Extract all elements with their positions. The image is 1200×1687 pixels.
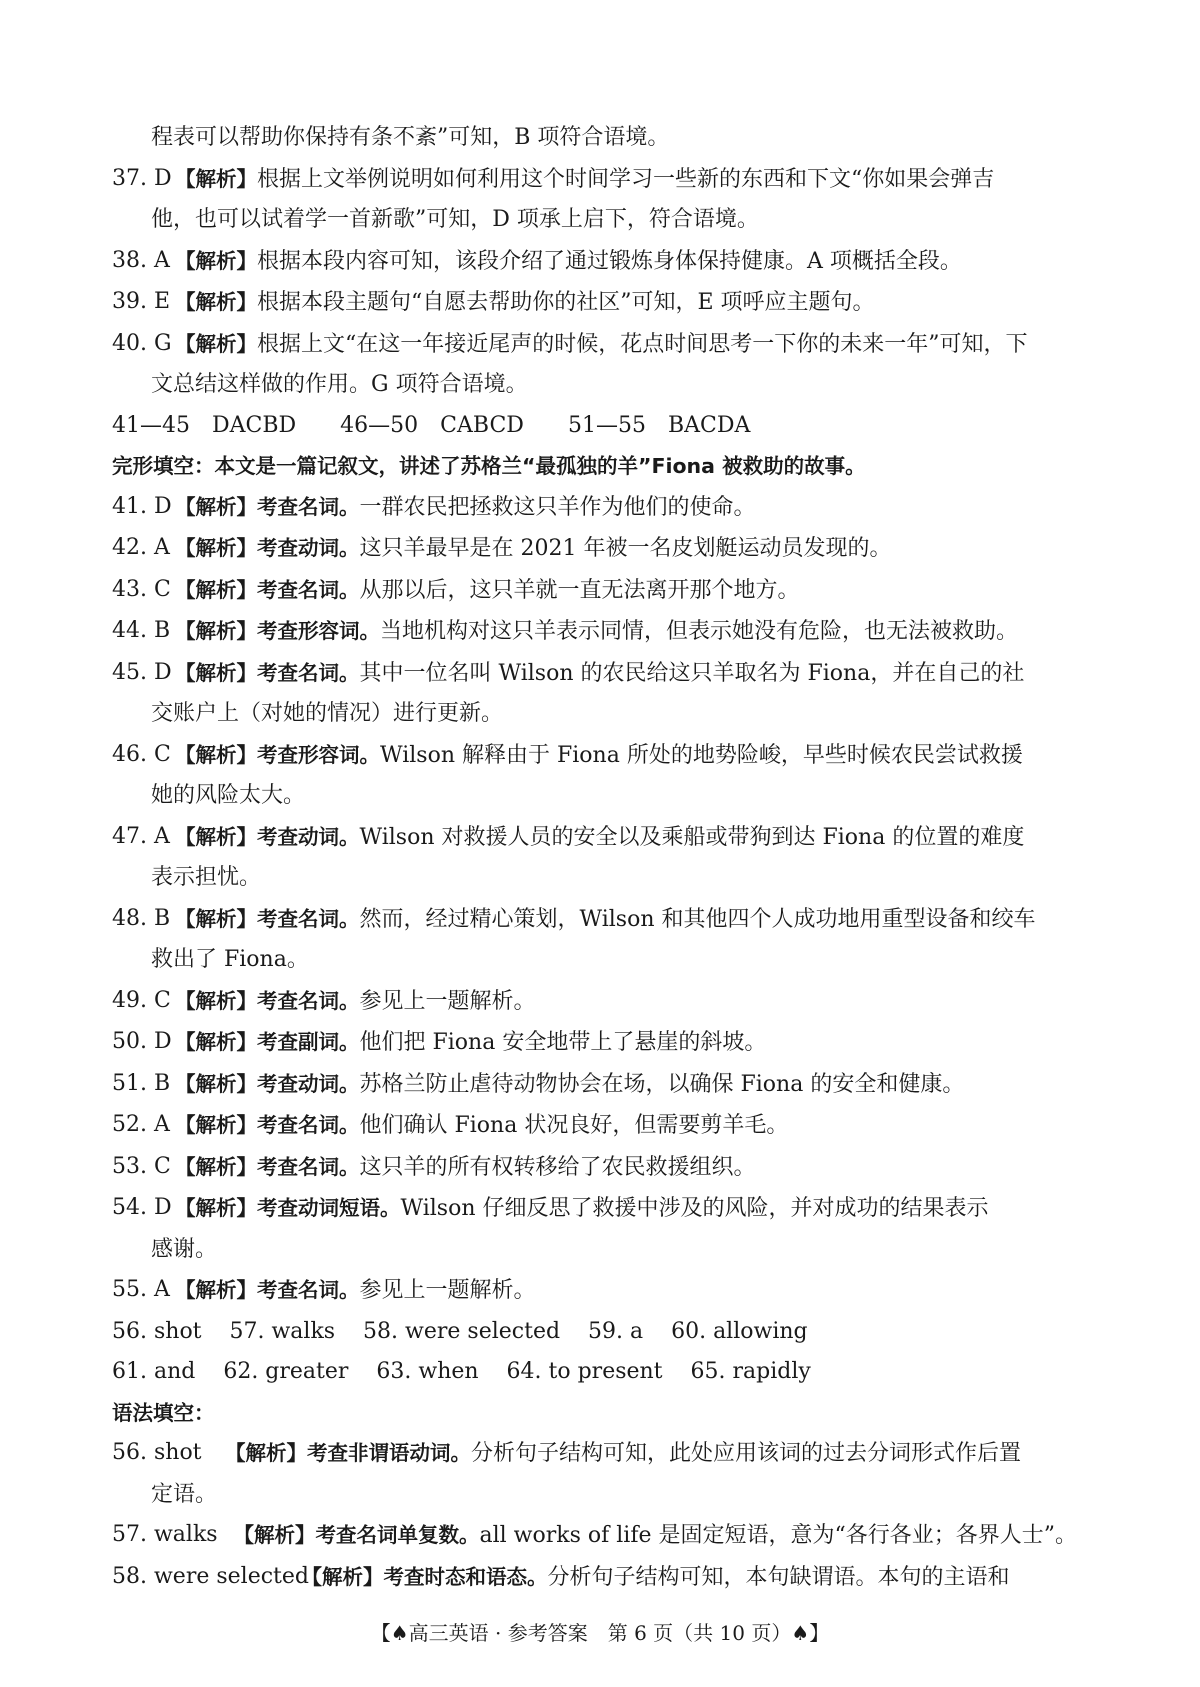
answer-item (112, 1270, 1097, 1312)
item-number: 55. A (112, 1277, 170, 1302)
analysis-tag: 【解析】 (175, 290, 257, 314)
continuation-line: 文总结这样做的作用。G 项符合语境。 (151, 372, 528, 397)
analysis-text: 从那以后，这只羊就一直无法离开那个地方。 (359, 577, 800, 603)
answer-item (112, 1433, 1097, 1475)
answer-item (112, 1188, 1097, 1230)
item-body (175, 167, 994, 192)
analysis-text: 其中一位名叫 Wilson 的农民给这只羊取名为 Fiona，并在自己的社 (359, 660, 1025, 686)
answer-item (112, 282, 1097, 324)
item-number: 51. B (112, 1070, 171, 1096)
analysis-text: 参见上一题解析。 (359, 988, 536, 1014)
analysis-tag: 【解析】 (301, 1564, 384, 1589)
item-body (175, 1155, 756, 1180)
item-body (175, 290, 875, 315)
continuation-line: 交账户上（对她的情况）进行更新。 (151, 701, 504, 726)
item-body (234, 1523, 1078, 1548)
analysis-category: 考查名词。 (257, 1113, 360, 1137)
footer-bracket-left: 【 (370, 1621, 391, 1645)
analysis-text: Wilson 仔细反思了救援中涉及的风险，并对成功的结果表示 (400, 1196, 989, 1221)
analysis-category: 考查形容词。 (257, 742, 380, 767)
item-body (175, 989, 536, 1014)
analysis-text: 根据上文“在这一年接近尾声的时候，花点时间思考一下你的未来一年”可知，下 (257, 331, 1028, 357)
answer-item (112, 1147, 1097, 1189)
analysis-text: Wilson 对救援人员的安全以及乘船或带狗到达 Fiona 的位置的难度 (359, 824, 1025, 850)
analysis-tag: 【解析】 (175, 1113, 257, 1137)
continuation-line: 感谢。 (151, 1236, 218, 1262)
answer-key-segment: 46—50 (340, 412, 419, 438)
item-number: 52. A (112, 1112, 170, 1137)
answer-item (112, 653, 1097, 695)
analysis-category: 考查动词。 (257, 824, 360, 849)
answer-item (112, 528, 1097, 570)
footer-text: 高三英语 · 参考答案 第 6 页（共 10 页） (408, 1621, 792, 1645)
analysis-tag: 【解析】 (175, 1196, 257, 1220)
item-number: 38. A (112, 247, 170, 273)
analysis-text: 分析句子结构可知，此处应用该词的过去分词形式作后置 (471, 1441, 1022, 1466)
item-body (175, 907, 1036, 932)
item-number: 53. C (112, 1153, 171, 1179)
item-number: 49. C (112, 987, 171, 1013)
item-number: 45. D (112, 659, 172, 685)
item-number: 50. D (112, 1029, 172, 1054)
continuation-line: 他，也可以试着学一首新歌”可知，D 项承上启下，符合语境。 (151, 207, 759, 232)
analysis-category: 考查时态和语态。 (383, 1564, 548, 1589)
item-number: 48. B (112, 905, 171, 931)
analysis-category: 考查动词短语。 (257, 1196, 401, 1220)
answer-item (112, 570, 1097, 612)
analysis-text: 这只羊最早是在 2021 年被一名皮划艇运动员发现的。 (359, 536, 892, 561)
analysis-category: 考查非谓语动词。 (307, 1441, 471, 1465)
item-number: 37. D (112, 165, 172, 191)
item-body (175, 249, 962, 274)
analysis-tag: 【解析】 (175, 988, 257, 1013)
footer-bracket-right: 】 (809, 1621, 830, 1645)
analysis-tag: 【解析】 (175, 577, 257, 602)
answer-item (112, 735, 1097, 777)
item-number: 58. were selected (112, 1563, 309, 1589)
answer-key-segment: DACBD (212, 412, 297, 438)
section-heading: 语法填空： (112, 1400, 215, 1425)
continuation-line: 她的风险太大。 (151, 783, 306, 808)
continuation-line: 救出了 Fiona。 (151, 947, 309, 972)
item-body (175, 332, 1028, 357)
analysis-tag: 【解析】 (175, 536, 257, 560)
analysis-tag: 【解析】 (175, 1154, 257, 1179)
analysis-text: 当地机构对这只羊表示同情，但表示她没有危险，也无法被救助。 (380, 619, 1019, 644)
item-number: 40. G (112, 330, 172, 356)
item-body (175, 1113, 788, 1138)
item-body (175, 1030, 766, 1055)
analysis-tag: 【解析】 (175, 248, 257, 273)
analysis-tag: 【解析】 (175, 494, 257, 519)
continuation-line: 程表可以帮助你保持有条不紊”可知，B 项符合语境。 (151, 125, 670, 150)
analysis-text: 根据本段内容可知，该段介绍了通过锻炼身体保持健康。A 项概括全段。 (257, 248, 962, 274)
analysis-text: 苏格兰防止虐待动物协会在场，以确保 Fiona 的安全和健康。 (359, 1071, 965, 1097)
continuation-line: 表示担忧。 (151, 865, 262, 890)
analysis-tag: 【解析】 (175, 1278, 257, 1302)
analysis-tag: 【解析】 (175, 619, 257, 643)
analysis-tag: 【解析】 (175, 824, 257, 849)
analysis-category: 考查名词。 (257, 660, 360, 685)
analysis-category: 考查名词。 (257, 577, 360, 602)
answer-item (112, 159, 1097, 201)
analysis-tag: 【解析】 (225, 1441, 307, 1465)
answer-key-segment: BACDA (667, 412, 751, 438)
item-body (175, 1072, 964, 1097)
analysis-category: 考查名词单复数。 (315, 1523, 480, 1547)
page-footer (0, 1617, 1200, 1646)
item-number: 44. B (112, 618, 171, 643)
answer-item (112, 899, 1097, 941)
analysis-tag: 【解析】 (233, 1523, 316, 1547)
spade-icon: ♠ (390, 1621, 409, 1645)
analysis-category: 考查名词。 (257, 1278, 360, 1302)
answer-item (112, 1022, 1097, 1064)
analysis-category: 考查名词。 (257, 1154, 360, 1179)
answer-item (112, 241, 1097, 283)
analysis-text: 根据上文举例说明如何利用这个时间学习一些新的东西和下文“你如果会弹吉 (257, 166, 995, 192)
answer-key-segment: 41—45 (112, 412, 190, 438)
analysis-category: 考查名词。 (257, 494, 360, 519)
analysis-category: 考查名词。 (257, 988, 360, 1013)
analysis-tag: 【解析】 (175, 1030, 257, 1054)
analysis-tag: 【解析】 (175, 166, 257, 191)
answer-key-segment: CABCD (440, 412, 524, 438)
analysis-text: 他们确认 Fiona 状况良好，但需要剪羊毛。 (359, 1113, 789, 1138)
answer-item (112, 1064, 1097, 1106)
analysis-category: 考查名词。 (257, 906, 360, 931)
answer-item (112, 1105, 1097, 1147)
analysis-text: 他们把 Fiona 安全地带上了悬崖的斜坡。 (359, 1030, 767, 1055)
analysis-category: 考查副词。 (257, 1030, 360, 1054)
item-body (225, 1441, 1021, 1466)
analysis-text: all works of life 是固定短语，意为“各行各业；各界人士”。 (479, 1523, 1077, 1548)
analysis-category: 考查形容词。 (257, 619, 380, 643)
item-number: 46. C (112, 741, 171, 767)
answer-item (112, 487, 1097, 529)
answer-item (112, 1515, 1097, 1557)
item-body (175, 743, 1023, 768)
analysis-tag: 【解析】 (175, 331, 257, 356)
item-number: 47. A (112, 823, 170, 849)
answer-item (112, 611, 1097, 653)
item-body (175, 578, 800, 603)
analysis-tag: 【解析】 (175, 1071, 257, 1096)
analysis-text: 一群农民把拯救这只羊作为他们的使命。 (359, 494, 756, 520)
item-number: 54. D (112, 1195, 172, 1220)
answer-item (112, 817, 1097, 859)
answer-item (112, 1557, 1097, 1599)
item-number: 41. D (112, 493, 172, 519)
item-number: 43. C (112, 576, 171, 602)
analysis-text: 分析句子结构可知，本句缺谓语。本句的主语和 (547, 1564, 1010, 1590)
analysis-tag: 【解析】 (175, 742, 257, 767)
analysis-category: 考查动词。 (257, 1071, 360, 1096)
analysis-tag: 【解析】 (175, 906, 257, 931)
analysis-category: 考查动词。 (257, 536, 360, 560)
item-body (302, 1565, 1010, 1590)
analysis-text: 然而，经过精心策划，Wilson 和其他四个人成功地用重型设备和绞车 (359, 906, 1036, 932)
analysis-text: 参见上一题解析。 (359, 1278, 536, 1303)
item-number: 57. walks (112, 1522, 218, 1547)
item-body (175, 536, 891, 561)
item-number: 39. E (112, 289, 171, 314)
item-number: 42. A (112, 535, 170, 560)
answer-item (112, 981, 1097, 1023)
item-body (175, 1196, 989, 1221)
analysis-tag: 【解析】 (175, 660, 257, 685)
item-body (175, 661, 1024, 686)
answer-key-segment: 51—55 (567, 412, 646, 438)
document-body (112, 118, 1097, 1598)
item-body (175, 619, 1018, 644)
item-body (175, 495, 756, 520)
analysis-text: 这只羊的所有权转移给了农民救援组织。 (359, 1154, 756, 1180)
answer-item (112, 324, 1097, 366)
answer-key-row: 56. shot 57. walks 58. were selected 59. a 60. allowing (112, 1318, 808, 1344)
analysis-text: 根据本段主题句“自愿去帮助你的社区”可知，E 项呼应主题句。 (257, 290, 875, 315)
section-heading: 完形填空：本文是一篇记叙文，讲述了苏格兰“最孤独的羊”Fiona 被救助的故事。 (112, 454, 866, 478)
answer-key-row (112, 406, 1097, 447)
spade-icon: ♠ (791, 1621, 810, 1645)
item-body (175, 825, 1024, 850)
continuation-line: 定语。 (151, 1481, 218, 1507)
answer-key-row: 61. and 62. greater 63. when 64. to present 65. rapidly (112, 1359, 811, 1384)
analysis-text: Wilson 解释由于 Fiona 所处的地势险峻，早些时候农民尝试救援 (380, 742, 1023, 768)
item-number: 56. shot (112, 1440, 202, 1465)
item-body (175, 1278, 536, 1303)
